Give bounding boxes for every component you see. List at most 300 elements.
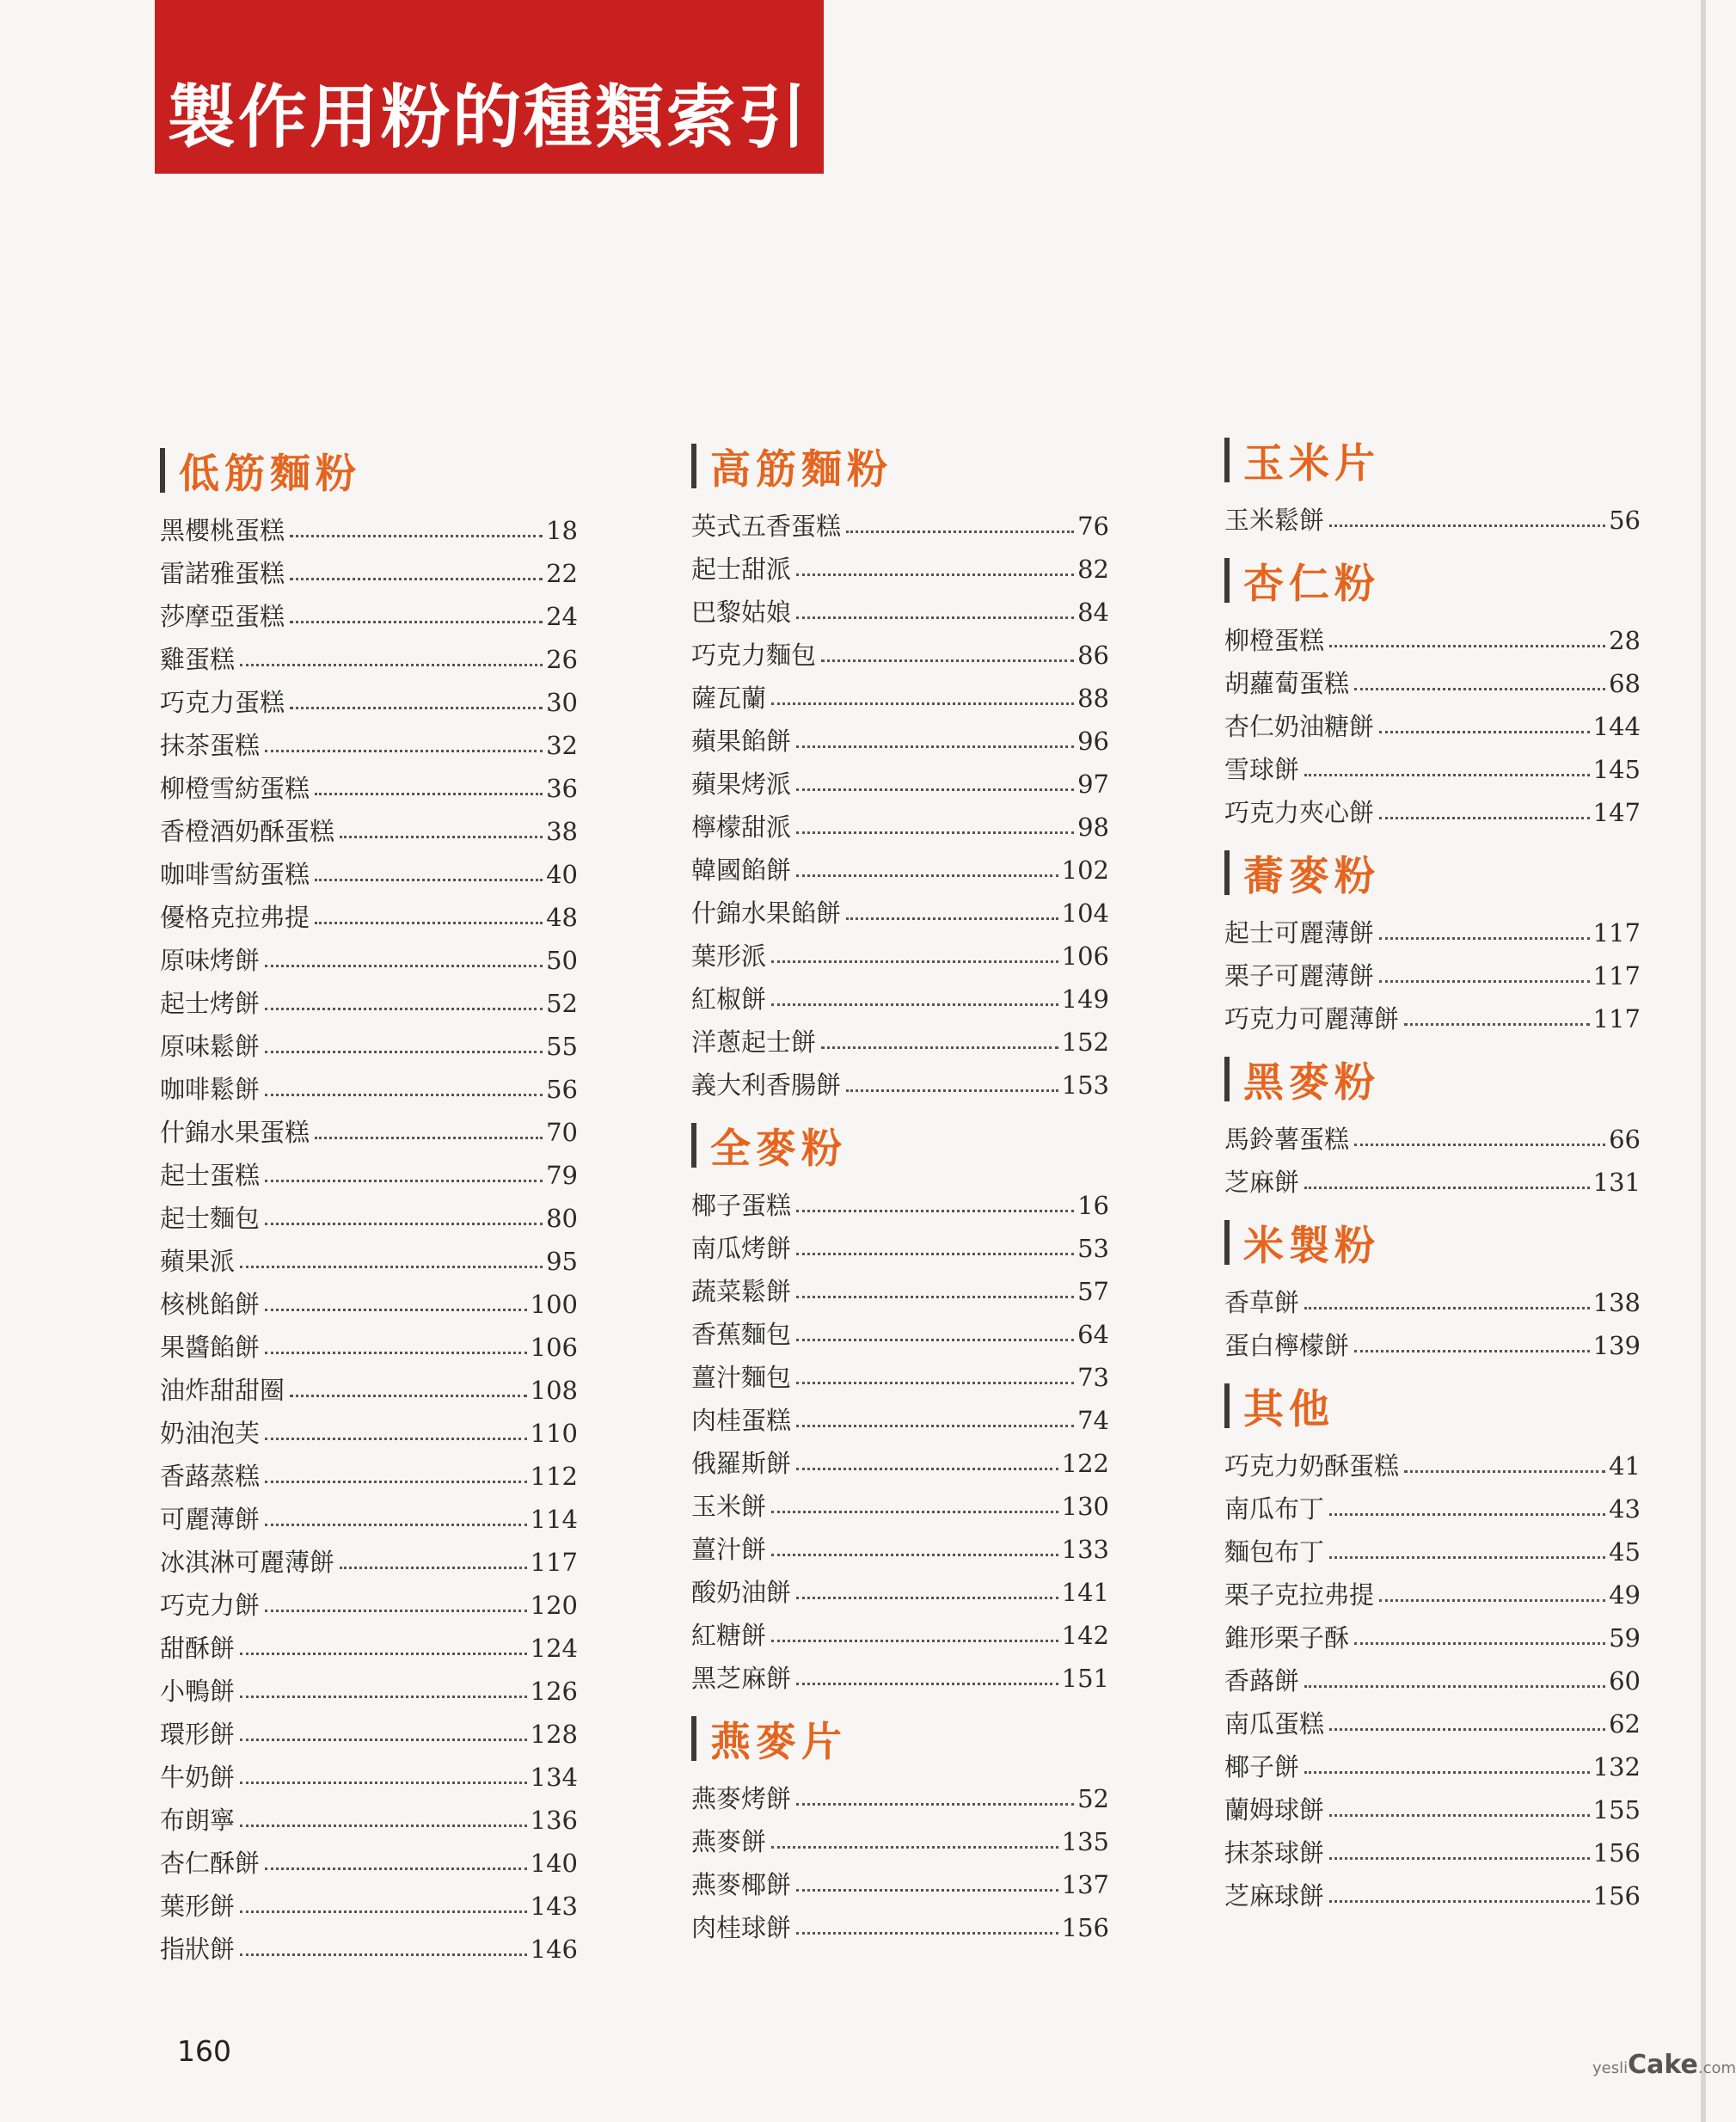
dot-leader xyxy=(1304,1771,1590,1774)
entry-name: 肉桂蛋糕 xyxy=(691,1406,792,1435)
entry-page-number: 88 xyxy=(1077,684,1109,713)
entry-page-number: 32 xyxy=(546,731,578,760)
entry-page-number: 100 xyxy=(530,1290,578,1319)
entry-name: 起士可麗薄餅 xyxy=(1224,918,1375,948)
entry-name: 起士烤餅 xyxy=(160,989,261,1018)
section-title: 燕麥片 xyxy=(710,1718,847,1766)
entry-name: 原味鬆餅 xyxy=(160,1032,261,1061)
index-column-2 xyxy=(691,436,1109,1941)
index-entry xyxy=(1224,1479,1641,1522)
entry-name: 抹茶球餅 xyxy=(1224,1838,1325,1867)
entry-name: 咖啡鬆餅 xyxy=(160,1075,261,1104)
entry-page-number: 114 xyxy=(530,1505,578,1534)
entry-name: 什錦水果蛋糕 xyxy=(160,1118,310,1147)
index-entry xyxy=(691,668,1109,711)
entry-name: 薑汁麵包 xyxy=(691,1363,792,1392)
entry-name: 洋蔥起士餅 xyxy=(691,1027,817,1057)
section-title: 高筋麵粉 xyxy=(710,445,893,494)
entry-name: 香橙酒奶酥蛋糕 xyxy=(160,817,335,846)
section-heading-bar xyxy=(1224,438,1230,482)
entry-name: 起士麵包 xyxy=(160,1204,261,1233)
index-entry xyxy=(691,926,1109,969)
entry-name: 肉桂球餅 xyxy=(691,1913,792,1942)
dot-leader xyxy=(846,917,1058,920)
section-heading-bar xyxy=(160,448,165,493)
entry-page-number: 104 xyxy=(1061,898,1109,928)
entry-name: 胡蘿蔔蛋糕 xyxy=(1224,669,1350,698)
dot-leader xyxy=(796,788,1074,791)
index-entry xyxy=(160,801,578,844)
index-entry xyxy=(160,1317,578,1360)
entry-name: 杏仁酥餅 xyxy=(160,1849,261,1878)
entry-name: 抹茶蛋糕 xyxy=(160,731,261,760)
entry-page-number: 70 xyxy=(546,1118,578,1147)
dot-leader xyxy=(265,1438,527,1440)
dot-leader xyxy=(240,1696,527,1698)
dot-leader xyxy=(265,1008,543,1010)
entry-page-number: 41 xyxy=(1609,1451,1641,1481)
entry-name: 芝麻球餅 xyxy=(1224,1881,1325,1910)
entry-page-number: 96 xyxy=(1077,727,1109,756)
dot-leader xyxy=(771,960,1058,963)
entry-name: 香蕗餅 xyxy=(1224,1666,1300,1696)
index-entry xyxy=(160,1231,578,1274)
index-entry xyxy=(160,1704,578,1747)
entry-page-number: 43 xyxy=(1609,1494,1641,1524)
dot-leader xyxy=(796,1468,1058,1470)
dot-leader xyxy=(1329,1728,1605,1731)
entry-page-number: 143 xyxy=(530,1892,578,1921)
entry-page-number: 122 xyxy=(1061,1449,1109,1478)
entry-name: 奶油泡芙 xyxy=(160,1419,261,1448)
entry-name: 雷諾雅蛋糕 xyxy=(160,559,285,588)
dot-leader xyxy=(240,1266,543,1268)
entry-page-number: 56 xyxy=(546,1075,578,1104)
index-entry xyxy=(691,1648,1109,1691)
entry-page-number: 98 xyxy=(1077,813,1109,842)
dot-leader xyxy=(1329,1900,1590,1903)
index-entry xyxy=(160,500,578,543)
index-entry xyxy=(1224,1737,1641,1780)
dot-leader xyxy=(1379,980,1590,983)
watermark-logo xyxy=(1592,2050,1736,2080)
dot-leader xyxy=(1379,937,1590,940)
dot-leader xyxy=(821,659,1074,662)
index-entry xyxy=(1224,1694,1641,1737)
index-entry xyxy=(160,629,578,672)
section-heading xyxy=(691,1115,1109,1175)
watermark-suffix: .com xyxy=(1697,2059,1736,2077)
entry-name: 椰子蛋糕 xyxy=(691,1191,792,1220)
dot-leader xyxy=(771,1554,1058,1556)
entry-name: 芝麻餅 xyxy=(1224,1168,1300,1197)
entry-page-number: 60 xyxy=(1609,1666,1641,1696)
entry-page-number: 140 xyxy=(530,1849,578,1878)
dot-leader xyxy=(796,1296,1074,1298)
index-entry xyxy=(1224,490,1641,533)
dot-leader xyxy=(796,1597,1058,1599)
entry-name: 燕麥餅 xyxy=(691,1827,767,1856)
section-title: 低筋麵粉 xyxy=(179,450,361,498)
index-entry xyxy=(1224,1608,1641,1651)
index-entry xyxy=(160,887,578,930)
entry-name: 什錦水果餡餅 xyxy=(691,898,842,928)
index-entry xyxy=(160,543,578,586)
index-entry xyxy=(691,1055,1109,1098)
index-entry xyxy=(691,1898,1109,1941)
dot-leader xyxy=(1354,1350,1590,1352)
section-heading-bar xyxy=(691,1123,696,1168)
index-section xyxy=(1224,430,1641,533)
index-entry xyxy=(691,797,1109,840)
entry-page-number: 52 xyxy=(546,989,578,1018)
section-heading-bar xyxy=(691,444,696,488)
index-entry xyxy=(1224,903,1641,946)
entry-name: 咖啡雪紡蛋糕 xyxy=(160,860,310,889)
dot-leader xyxy=(265,965,543,967)
index-entry xyxy=(691,1390,1109,1433)
entry-name: 冰淇淋可麗薄餅 xyxy=(160,1548,335,1577)
index-section xyxy=(160,440,578,1962)
entry-name: 布朗寧 xyxy=(160,1806,236,1835)
dot-leader xyxy=(796,1803,1074,1806)
dot-leader xyxy=(796,616,1074,619)
dot-leader xyxy=(1329,1513,1605,1516)
index-entry xyxy=(1224,739,1641,782)
entry-name: 果醬餡餅 xyxy=(160,1333,261,1362)
entry-page-number: 82 xyxy=(1077,555,1109,584)
entry-name: 韓國餡餅 xyxy=(691,856,792,885)
index-entry xyxy=(1224,1273,1641,1316)
dot-leader xyxy=(240,1910,527,1913)
entry-page-number: 74 xyxy=(1077,1406,1109,1435)
entry-page-number: 138 xyxy=(1592,1288,1641,1317)
entry-page-number: 45 xyxy=(1609,1537,1641,1567)
dot-leader xyxy=(771,1003,1058,1006)
dot-leader xyxy=(796,745,1074,748)
index-entry xyxy=(691,539,1109,582)
entry-page-number: 76 xyxy=(1077,512,1109,541)
entry-name: 紅糖餅 xyxy=(691,1621,767,1650)
dot-leader xyxy=(340,836,543,838)
entry-name: 牛奶餅 xyxy=(160,1763,236,1792)
dot-leader xyxy=(265,750,543,752)
index-entry xyxy=(160,1403,578,1446)
entry-name: 優格克拉弗提 xyxy=(160,903,310,932)
entry-name: 蘋果餡餅 xyxy=(691,727,792,756)
index-entry xyxy=(1224,782,1641,825)
entry-page-number: 26 xyxy=(546,645,578,674)
index-entry xyxy=(160,586,578,629)
index-entry xyxy=(1224,1316,1641,1358)
entry-name: 玉米餅 xyxy=(691,1492,767,1521)
dot-leader xyxy=(1354,1144,1605,1146)
entry-page-number: 144 xyxy=(1592,712,1641,741)
watermark-prefix: yesli xyxy=(1592,2059,1629,2077)
entry-page-number: 133 xyxy=(1061,1535,1109,1564)
index-entry xyxy=(691,1476,1109,1519)
dot-leader xyxy=(315,879,543,881)
entry-page-number: 151 xyxy=(1061,1664,1109,1693)
index-section xyxy=(1224,550,1641,825)
index-entry xyxy=(160,1575,578,1618)
entry-page-number: 73 xyxy=(1077,1363,1109,1392)
entry-name: 黑芝麻餅 xyxy=(691,1664,792,1693)
index-entry xyxy=(1224,696,1641,739)
index-column-1 xyxy=(160,440,578,1962)
entry-name: 葉形餅 xyxy=(160,1892,236,1921)
entry-page-number: 66 xyxy=(1609,1125,1641,1154)
index-entry xyxy=(1224,1152,1641,1195)
index-entry xyxy=(691,1562,1109,1605)
dot-leader xyxy=(771,702,1074,705)
entry-name: 義大利香腸餅 xyxy=(691,1070,842,1100)
dot-leader xyxy=(265,1481,527,1483)
entry-page-number: 117 xyxy=(1592,1004,1641,1033)
entry-name: 杏仁奶油糖餅 xyxy=(1224,712,1375,741)
entry-name: 環形餅 xyxy=(160,1720,236,1749)
dot-leader xyxy=(290,707,543,709)
dot-leader xyxy=(265,1309,527,1311)
entry-page-number: 106 xyxy=(1061,941,1109,971)
index-section xyxy=(1224,1212,1641,1358)
entry-page-number: 120 xyxy=(530,1591,578,1620)
entry-name: 酸奶油餅 xyxy=(691,1578,792,1607)
entry-name: 南瓜烤餅 xyxy=(691,1234,792,1263)
entry-name: 香草餅 xyxy=(1224,1288,1300,1317)
dot-leader xyxy=(315,793,543,795)
dot-leader xyxy=(796,1425,1074,1427)
index-entry xyxy=(160,1661,578,1704)
index-section xyxy=(1224,1376,1641,1909)
index-entry xyxy=(160,1102,578,1145)
entry-page-number: 30 xyxy=(546,688,578,717)
index-entry xyxy=(160,1188,578,1231)
index-entry xyxy=(691,1218,1109,1261)
page-title: 製作用粉的種類索引 xyxy=(167,77,809,157)
entry-name: 雪球餅 xyxy=(1224,755,1300,784)
section-title: 米製粉 xyxy=(1243,1222,1380,1270)
section-heading-bar xyxy=(1224,558,1230,603)
entry-page-number: 117 xyxy=(530,1548,578,1577)
dot-leader xyxy=(1404,1470,1605,1473)
dot-leader xyxy=(821,1046,1058,1049)
entry-name: 指狀餅 xyxy=(160,1935,236,1964)
dot-leader xyxy=(796,573,1074,576)
section-heading-bar xyxy=(691,1716,696,1761)
entry-page-number: 24 xyxy=(546,602,578,631)
entry-page-number: 156 xyxy=(1061,1913,1109,1942)
section-heading-bar xyxy=(1224,1220,1230,1265)
entry-name: 香蕉麵包 xyxy=(691,1320,792,1349)
entry-name: 甜酥餅 xyxy=(160,1634,236,1663)
entry-name: 柳橙雪紡蛋糕 xyxy=(160,774,310,803)
dot-leader xyxy=(796,1382,1074,1384)
entry-name: 核桃餡餅 xyxy=(160,1290,261,1319)
dot-leader xyxy=(240,1953,527,1956)
index-entry xyxy=(1224,610,1641,653)
entry-name: 錐形栗子酥 xyxy=(1224,1623,1350,1653)
dot-leader xyxy=(846,1089,1058,1092)
entry-page-number: 142 xyxy=(1061,1621,1109,1650)
entry-page-number: 40 xyxy=(546,860,578,889)
entry-name: 巧克力奶酥蛋糕 xyxy=(1224,1451,1400,1481)
entry-name: 起士蛋糕 xyxy=(160,1161,261,1190)
entry-page-number: 141 xyxy=(1061,1578,1109,1607)
section-heading xyxy=(1224,1049,1641,1109)
entry-name: 薩瓦蘭 xyxy=(691,684,767,713)
index-entry xyxy=(691,1304,1109,1347)
entry-name: 栗子克拉弗提 xyxy=(1224,1580,1375,1610)
section-heading-bar xyxy=(1224,1057,1230,1101)
dot-leader xyxy=(290,578,543,580)
index-entry xyxy=(160,1059,578,1102)
index-entry xyxy=(1224,1109,1641,1152)
index-section xyxy=(1224,843,1641,1032)
dot-leader xyxy=(796,1253,1074,1255)
index-entry xyxy=(160,844,578,887)
entry-name: 蔬菜鬆餅 xyxy=(691,1277,792,1306)
entry-name: 栗子可麗薄餅 xyxy=(1224,961,1375,990)
section-title: 其他 xyxy=(1243,1385,1334,1433)
dot-leader xyxy=(1329,1857,1590,1860)
entry-page-number: 117 xyxy=(1592,918,1641,948)
section-heading xyxy=(691,436,1109,496)
watermark-mark: Cake xyxy=(1628,2050,1698,2080)
entry-name: 柳橙蛋糕 xyxy=(1224,626,1325,655)
entry-name: 南瓜蛋糕 xyxy=(1224,1709,1325,1739)
entry-name: 巧克力蛋糕 xyxy=(160,688,285,717)
entry-page-number: 153 xyxy=(1061,1070,1109,1100)
entry-page-number: 52 xyxy=(1077,1784,1109,1813)
index-entry xyxy=(160,1016,578,1059)
index-entry xyxy=(1224,1651,1641,1694)
entry-page-number: 95 xyxy=(546,1247,578,1276)
index-entry xyxy=(160,1489,578,1532)
title-banner xyxy=(155,0,824,174)
dot-leader xyxy=(265,1352,527,1354)
dot-leader xyxy=(290,535,543,537)
dot-leader xyxy=(796,1683,1058,1685)
entry-page-number: 84 xyxy=(1077,598,1109,627)
entry-page-number: 49 xyxy=(1609,1580,1641,1610)
index-entry xyxy=(160,930,578,973)
index-entry xyxy=(691,625,1109,668)
index-entry xyxy=(160,1532,578,1575)
index-entry xyxy=(691,711,1109,754)
entry-name: 檸檬甜派 xyxy=(691,813,792,842)
entry-page-number: 135 xyxy=(1061,1827,1109,1856)
dot-leader xyxy=(1379,817,1590,819)
entry-name: 南瓜布丁 xyxy=(1224,1494,1325,1524)
entry-page-number: 38 xyxy=(546,817,578,846)
index-entry xyxy=(160,1790,578,1833)
index-section xyxy=(691,436,1109,1098)
section-heading xyxy=(1224,1376,1641,1436)
dot-leader xyxy=(846,530,1074,533)
entry-name: 香蕗蒸糕 xyxy=(160,1462,261,1491)
entry-name: 麵包布丁 xyxy=(1224,1537,1325,1567)
entry-page-number: 106 xyxy=(530,1333,578,1362)
entry-page-number: 28 xyxy=(1609,626,1641,655)
entry-page-number: 149 xyxy=(1061,984,1109,1014)
dot-leader xyxy=(240,1782,527,1784)
index-entry xyxy=(1224,946,1641,989)
entry-page-number: 62 xyxy=(1609,1709,1641,1739)
dot-leader xyxy=(265,1094,543,1096)
dot-leader xyxy=(240,664,543,666)
section-heading xyxy=(1224,430,1641,490)
entry-name: 薑汁餅 xyxy=(691,1535,767,1564)
entry-name: 巧克力可麗薄餅 xyxy=(1224,1004,1400,1033)
dot-leader xyxy=(1304,1685,1605,1688)
index-section xyxy=(691,1115,1109,1691)
dot-leader xyxy=(796,1932,1058,1935)
entry-name: 原味烤餅 xyxy=(160,946,261,975)
dot-leader xyxy=(265,1180,543,1182)
entry-page-number: 79 xyxy=(546,1161,578,1190)
entry-page-number: 136 xyxy=(530,1806,578,1835)
index-entry xyxy=(160,973,578,1016)
section-heading xyxy=(1224,843,1641,903)
entry-page-number: 16 xyxy=(1077,1191,1109,1220)
entry-page-number: 146 xyxy=(530,1935,578,1964)
index-entry xyxy=(160,1618,578,1661)
dot-leader xyxy=(796,831,1074,834)
index-entry xyxy=(691,1519,1109,1562)
dot-leader xyxy=(315,1137,543,1139)
index-entry xyxy=(160,1876,578,1919)
index-entry xyxy=(691,969,1109,1012)
index-entry xyxy=(1224,1780,1641,1823)
entry-page-number: 134 xyxy=(530,1763,578,1792)
entry-page-number: 55 xyxy=(546,1032,578,1061)
dot-leader xyxy=(1304,1187,1590,1189)
dot-leader xyxy=(1354,688,1605,690)
dot-leader xyxy=(265,1051,543,1053)
entry-page-number: 124 xyxy=(530,1634,578,1663)
entry-name: 莎摩亞蛋糕 xyxy=(160,602,285,631)
entry-page-number: 147 xyxy=(1592,798,1641,827)
dot-leader xyxy=(265,1223,543,1225)
entry-name: 玉米鬆餅 xyxy=(1224,506,1325,535)
section-heading xyxy=(1224,1212,1641,1273)
entry-page-number: 117 xyxy=(1592,961,1641,990)
index-section xyxy=(1224,1049,1641,1195)
dot-leader xyxy=(290,1395,527,1397)
index-entry xyxy=(160,758,578,801)
section-title: 玉米片 xyxy=(1243,439,1380,488)
entry-page-number: 57 xyxy=(1077,1277,1109,1306)
entry-page-number: 131 xyxy=(1592,1168,1641,1197)
entry-name: 燕麥烤餅 xyxy=(691,1784,792,1813)
entry-page-number: 145 xyxy=(1592,755,1641,784)
dot-leader xyxy=(340,1567,527,1569)
dot-leader xyxy=(290,621,543,623)
index-entry xyxy=(1224,653,1641,696)
entry-page-number: 36 xyxy=(546,774,578,803)
entry-page-number: 86 xyxy=(1077,641,1109,670)
dot-leader xyxy=(265,1524,527,1526)
entry-name: 紅椒餅 xyxy=(691,984,767,1014)
entry-name: 椰子餅 xyxy=(1224,1752,1300,1782)
entry-page-number: 130 xyxy=(1061,1492,1109,1521)
entry-page-number: 80 xyxy=(546,1204,578,1233)
entry-page-number: 128 xyxy=(530,1720,578,1749)
index-entry xyxy=(691,1012,1109,1055)
dot-leader xyxy=(240,1653,527,1655)
dot-leader xyxy=(796,1210,1074,1212)
